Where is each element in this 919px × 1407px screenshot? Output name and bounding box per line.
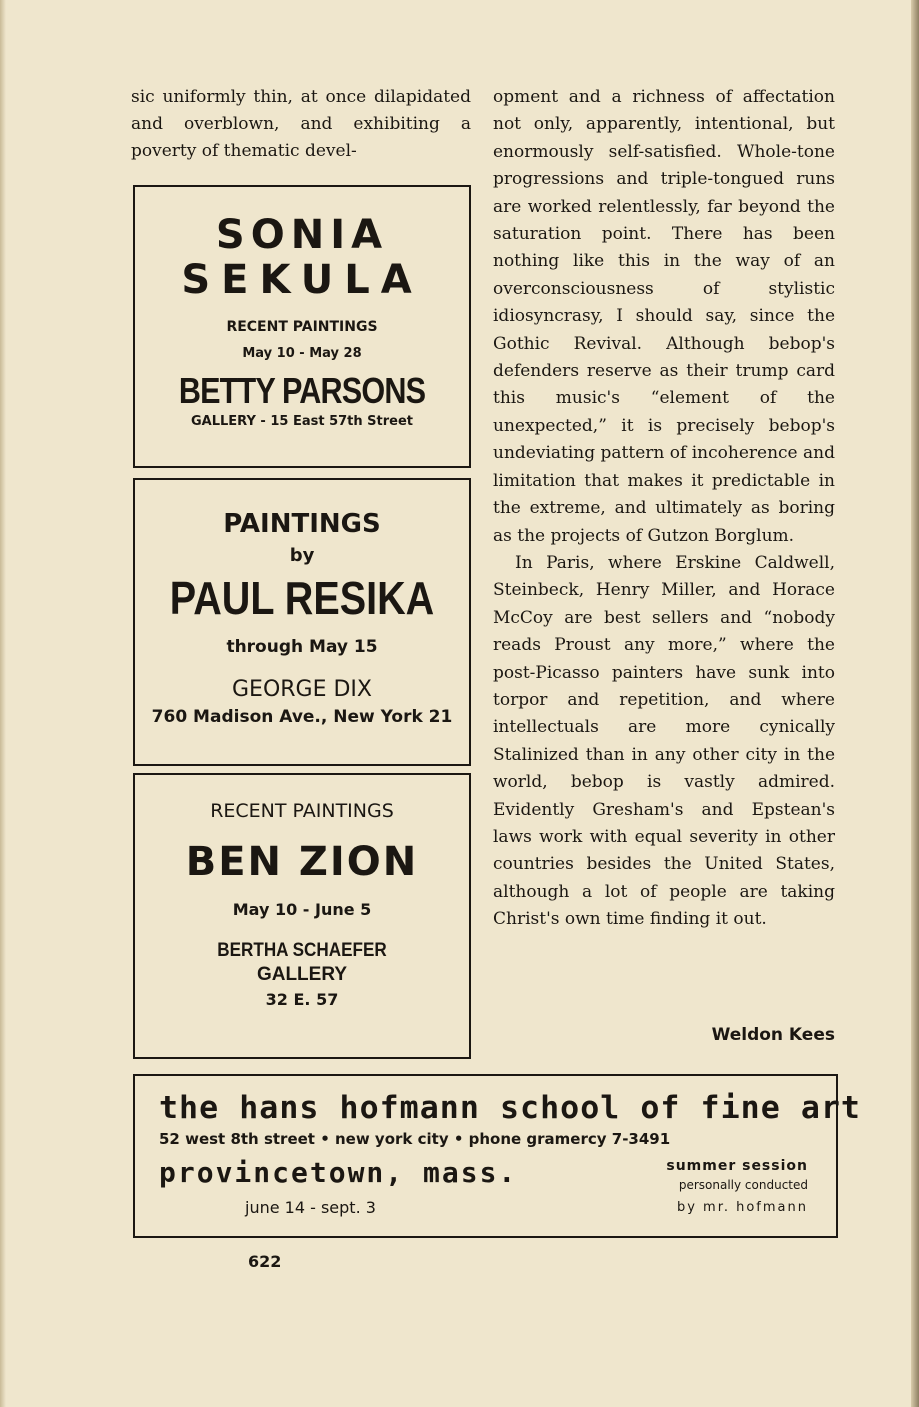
ad-address: 52 west 8th street • new york city • phone gramercy 7-3491	[159, 1130, 671, 1148]
page-left-edge	[0, 0, 6, 1407]
article-paragraph: In Paris, where Erskine Caldwell, Steinbeck, Henry Miller, and Horace McCoy are best sellers and “nobody reads Proust any more,” where the post-Picasso painters have sunk into torpor and repetition, and where intellectuals are more cynically Stalinized than in any other city in the world, bebop is vastly admired. Evidently Gresham's and Epstean's laws work with equal severity in other countries besides the United States, although a lot of people are taking Christ's own time finding it out.	[493, 552, 835, 930]
ad-session: summer session	[666, 1158, 808, 1174]
ad-subtitle: RECENT PAINTINGS	[226, 319, 378, 335]
page-right-edge	[911, 0, 919, 1407]
ad-title: the hans hofmann school of fine art	[159, 1090, 861, 1126]
ad-artist-name: SEKULA	[181, 257, 423, 303]
ad-by: by	[289, 545, 315, 566]
ad-sonia-sekula	[133, 185, 471, 468]
article-right-column	[493, 84, 835, 934]
ad-address: 32 E. 57	[265, 990, 339, 1009]
ad-artist-name: PAUL RESIKA	[169, 572, 435, 624]
ad-artist-name: SONIA	[215, 212, 389, 258]
ad-artist-name: BEN ZION	[185, 839, 419, 885]
ad-dates: May 10 - May 28	[242, 346, 362, 361]
ad-gallery: GALLERY	[256, 964, 348, 985]
ad-gallery: GEORGE DIX	[232, 677, 372, 702]
ad-gallery: BETTY PARSONS	[178, 370, 426, 411]
ad-address: 760 Madison Ave., New York 21	[151, 707, 453, 727]
ad-dates: May 10 - June 5	[232, 900, 372, 919]
ad-subtitle: RECENT PAINTINGS	[210, 800, 394, 822]
ad-paul-resika	[133, 478, 471, 766]
ad-location: provincetown, mass.	[159, 1156, 518, 1189]
ad-dates: june 14 - sept. 3	[245, 1198, 376, 1217]
article-byline: Weldon Kees	[711, 1025, 835, 1045]
ad-gallery: BERTHA SCHAEFER	[217, 940, 387, 961]
ad-instructor: by mr. hofmann	[676, 1200, 808, 1215]
ad-dates: through May 15	[226, 637, 378, 657]
page-number: 622	[248, 1252, 282, 1271]
ad-title: PAINTINGS	[223, 509, 381, 539]
ad-conducted: personally conducted	[678, 1178, 808, 1192]
ad-hofmann-school	[133, 1074, 861, 1238]
article-left-column: sic uniformly thin, at once dilapidated and overblown, and exhibiting a poverty of thematic devel-	[131, 87, 471, 161]
article-paragraph: opment and a richness of affectation not only, apparently, intentional, but enormously self-satisfied. Whole-tone progressions and triple-tongued runs are worked relentlessly, far beyond the saturation point. There has been nothing like this in the way of an overconsciousness of stylistic idiosyncrasy, I should say, since the Gothic Revival. Although bebop's defenders reserve as their trump card this music's “element of the unexpected,” it is precisely bebop's undeviating pattern of incoherence and limitation that makes it predictable in the extreme, and ultimately as boring as the projects of Gutzon Borglum.	[493, 87, 835, 546]
ad-ben-zion	[133, 773, 471, 1059]
ad-address: GALLERY - 15 East 57th Street	[190, 414, 413, 429]
